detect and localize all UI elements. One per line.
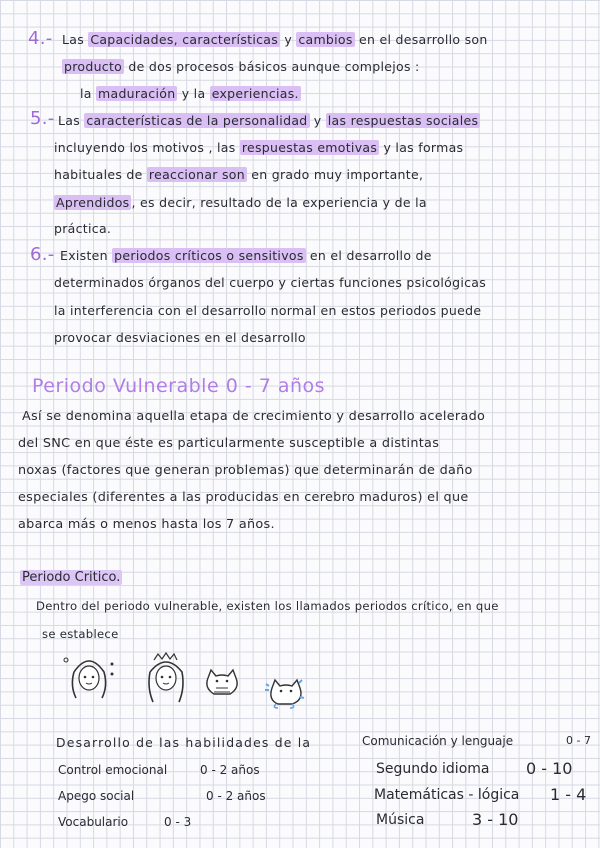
highlight: Aprendidos (56, 195, 130, 210)
text-line (54, 275, 486, 290)
text: , es decir, resultado de la experiencia y de la (131, 195, 427, 210)
skill-range: 0 - 2 años (200, 763, 260, 777)
text-line: se establece (42, 627, 119, 641)
text: Las (62, 32, 89, 47)
text-line: Dentro del periodo vulnerable, existen los llamados periodos crítico, en que (36, 599, 499, 613)
text: habituales de (54, 167, 147, 182)
skill-label: Música (376, 812, 425, 828)
text: en el desarrollo de (305, 248, 432, 263)
text-line (54, 167, 423, 182)
girl-doodle-icon (60, 652, 118, 704)
text: Existen (60, 248, 113, 263)
text-line (54, 303, 481, 318)
highlight: reaccionar son (148, 167, 245, 182)
section-title-vulnerable: Periodo Vulnerable 0 - 7 años (32, 375, 326, 397)
text-line (54, 195, 427, 210)
text-line (54, 221, 111, 236)
skill-range: 3 - 10 (472, 810, 519, 829)
highlight: Capacidades, características (90, 32, 279, 47)
highlight: producto (64, 59, 123, 74)
highlight: respuestas emotivas (241, 140, 378, 155)
skill-range: 0 - 3 (164, 815, 192, 829)
text: práctica. (54, 221, 112, 236)
cat-blue-doodle-icon (262, 670, 308, 710)
skill-range: 1 - 4 (550, 785, 587, 804)
text-line (62, 32, 488, 47)
skill-label: Matemáticas - lógica (374, 787, 520, 803)
highlight: experiencias. (211, 86, 299, 101)
text: la (80, 86, 97, 101)
text-line (54, 140, 463, 155)
skill-label: Comunicación y lenguaje (362, 734, 514, 748)
skill-label: Vocabulario (58, 815, 129, 829)
text: de dos procesos básicos aunque complejos : (124, 59, 420, 74)
text-line (80, 86, 301, 101)
highlight: las respuestas sociales (327, 113, 479, 128)
habilidades-header: Desarrollo de las habilidades de la (56, 735, 312, 750)
girl-crown-doodle-icon (140, 650, 192, 708)
skill-range: 0 - 7 (566, 734, 591, 747)
text: provocar desviaciones en el desarrollo (54, 330, 306, 345)
highlight: periodos críticos o sensitivos (114, 248, 304, 263)
text-line: noxas (factores que generan problemas) que determinarán de daño (18, 463, 473, 478)
text-line: del SNC en que éste es particularmente susceptible a distintas (18, 436, 440, 451)
item-number: 5.- (30, 108, 55, 129)
text: y (280, 32, 297, 47)
item-number: 4.- (28, 28, 53, 49)
text-line (54, 330, 306, 345)
skill-label: Control emocional (58, 763, 168, 777)
text-line: especiales (diferentes a las producidas en cerebro maduros) el que (18, 490, 469, 505)
text-line: Así se denomina aquella etapa de crecimiento y desarrollo acelerado (22, 409, 486, 424)
highlight: cambios (298, 32, 353, 47)
text: Las (58, 113, 85, 128)
skill-range: 0 - 10 (526, 759, 573, 778)
section-title-critico-text: Periodo Critico. (22, 570, 121, 585)
text-line: abarca más o menos hasta los 7 años. (18, 517, 275, 532)
item-number: 6.- (30, 244, 55, 265)
text-line (60, 248, 432, 263)
text: incluyendo los motivos , las (54, 140, 240, 155)
highlight: características de la personalidad (86, 113, 308, 128)
highlight: maduración (98, 86, 176, 101)
text: la interferencia con el desarrollo normal en estos periodos puede (54, 303, 482, 318)
skill-range: 0 - 2 años (206, 789, 266, 803)
cat-doodle-icon (202, 664, 242, 698)
text: en el desarrollo son (354, 32, 488, 47)
text: y las formas (379, 140, 464, 155)
text: en grado muy importante, (246, 167, 424, 182)
text: determinados órganos del cuerpo y ciertas funciones psicológicas (54, 275, 487, 290)
section-title-critico (20, 570, 122, 585)
text-line (58, 113, 480, 128)
skill-label: Apego social (58, 789, 135, 803)
text: y la (177, 86, 210, 101)
text: y (309, 113, 326, 128)
skill-label: Segundo idioma (376, 761, 490, 777)
text-line (62, 59, 420, 74)
